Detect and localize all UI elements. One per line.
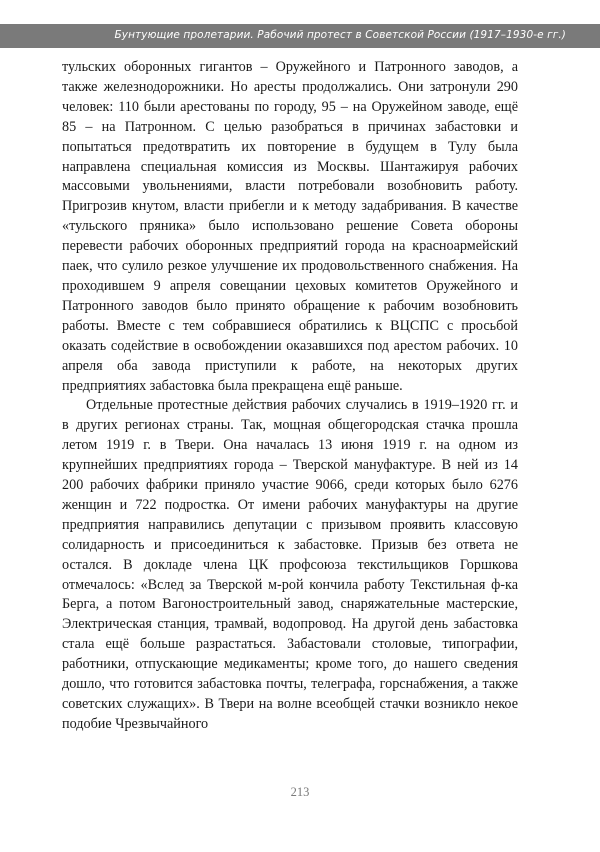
page-number: 213 [290, 785, 310, 799]
paragraph-1: тульских оборонных гигантов – Оружейного и Патронного заводов, а также железнодорожники. Но аресты продолжались. Они затронули 290 человек: 110 были арестованы по городу, 95 – на Оружейном заводе, ещё 85 – на Патронном. С целью разобраться в причинах забастовки и попытаться предотвратить их повторение в будущем в Тулу была направлена специальная комиссия из Москвы. Шантажируя рабочих массовыми увольнениями, власти потребовали возобновить работу. Пригрозив кнутом, власти прибегли и к методу задабривания. В качестве «тульского пряника» было использовано решение Совета обороны перевести рабочих оборонных предприятий города на красноармейский паек, что сулило резкое улучшение их продовольственного снабжения. На проходившем 9 апреля совещании цеховых комитетов Оружейного и Патронного заводов было принято обращение к рабочим возобновить работы. Вместе с тем собравшиеся обратились к ВЦСПС с просьбой оказать содействие в освобождении оказавшихся под арестом рабочих. 10 апреля оба завода приступили к работе, на некоторых других предприятиях забастовка была прекращена ещё раньше. [62, 59, 518, 394]
running-header-bar [0, 24, 600, 48]
main-text [62, 58, 518, 735]
running-header-title: Бунтующие пролетарии. Рабочий протест в Советской России (1917–1930-е гг.) [114, 29, 566, 41]
paragraph-2: Отдельные протестные действия рабочих случались в 1919–1920 гг. и в других регионах страны. Так, мощная общегородская стачка прошла летом 1919 г. в Твери. Она началась 13 июня 1919 г. на одном из крупнейших предприятиях города – Тверской мануфактуре. В ней из 14 200 рабочих фабрики приняло участие 9066, среди которых было 6276 женщин и 722 подростка. От имени рабочих мануфактуры на другие предприятия направились депутации с призывом проявить классовую солидарность и присоединиться к забастовке. Призыв без ответа не остался. В докладе члена ЦК профсоюза текстильщиков Горшкова отмечалось: «Вслед за Тверской м-рой кончила работу Текстильная ф-ка Берга, а потом Вагоностроительный завод, снаряжательные мастерские, Электрическая станция, трамвай, водопровод. На другой день забастовка стала ещё больше разрастаться. Забастовали столовые, типографии, работники, отпускающие медикаменты; кроме того, до нашего сведения дошло, что готовится забастовка почты, телеграфа, горснабжения, а также советских служащих». В Твери на волне всеобщей стачки возникло некое подобие Чрезвычайного [62, 397, 518, 732]
